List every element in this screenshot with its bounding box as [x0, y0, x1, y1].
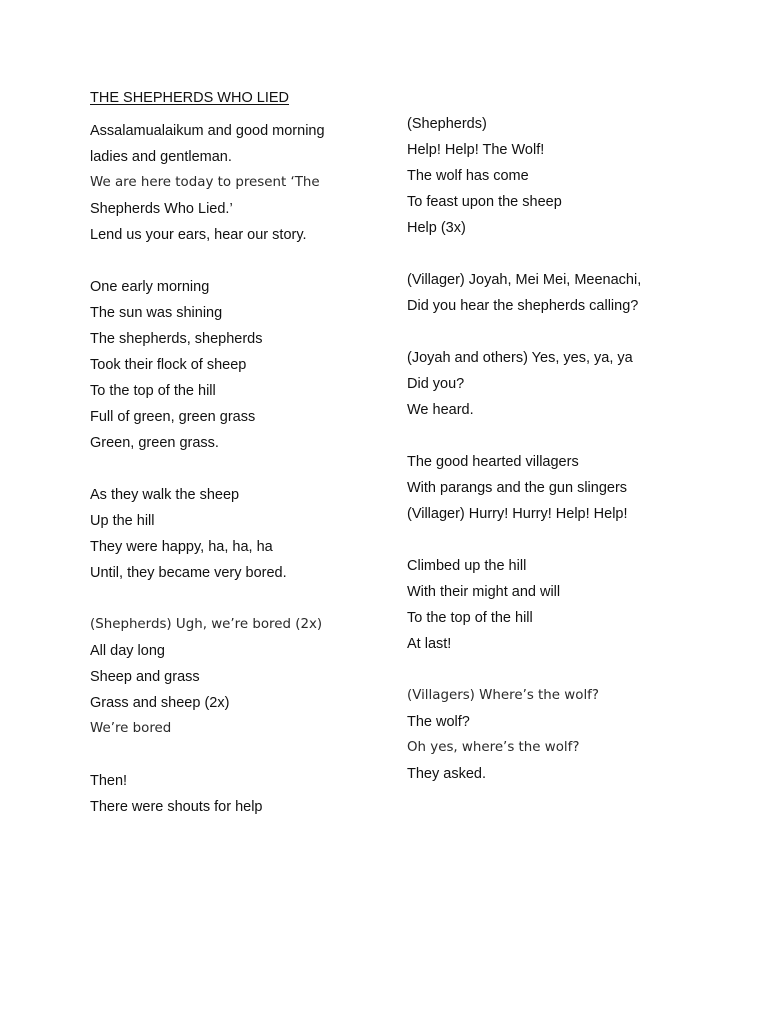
text-line: Sheep and grass	[90, 669, 200, 685]
blank-line	[90, 458, 325, 484]
text-line: (Joyah and others) Yes, yes, ya, ya	[407, 350, 633, 366]
blank-line	[407, 321, 641, 347]
text-line: The wolf?	[407, 714, 470, 730]
text-line: Until, they became very bored.	[90, 565, 287, 581]
text-line: They were happy, ha, ha, ha	[90, 539, 273, 555]
text-line: The good hearted villagers	[407, 454, 579, 470]
text-line: To feast upon the sheep	[407, 194, 562, 210]
text-line: They asked.	[407, 766, 486, 782]
text-line: Green, green grass.	[90, 435, 219, 451]
text-line: Up the hill	[90, 513, 155, 529]
blank-line	[407, 425, 641, 451]
text-line: Did you?	[407, 376, 465, 392]
text-line: We heard.	[407, 402, 474, 418]
text-line: As they walk the sheep	[90, 487, 240, 503]
text-line: To the top of the hill	[90, 383, 216, 399]
text-line: Oh yes, where’s the wolf?	[407, 740, 580, 755]
text-line: Help (3x)	[407, 220, 466, 236]
text-line: (Villager) Joyah, Mei Mei, Meenachi,	[407, 272, 642, 288]
text-line: (Shepherds) Ugh, we’re bored (2x)	[90, 617, 323, 632]
text-line: We are here today to present ‘The	[90, 175, 320, 190]
text-line: The shepherds, shepherds	[90, 331, 263, 347]
text-line: At last!	[407, 636, 452, 652]
text-line: Help! Help! The Wolf!	[407, 142, 545, 158]
text-line: One early morning	[90, 279, 210, 295]
blank-line	[90, 588, 325, 614]
blank-line	[407, 659, 641, 685]
text-line: The sun was shining	[90, 305, 223, 321]
text-line: With parangs and the gun slingers	[407, 480, 628, 496]
document-title: THE SHEPHERDS WHO LIED	[90, 90, 289, 106]
text-line: We’re bored	[90, 721, 172, 736]
right-column-lines	[407, 113, 641, 789]
blank-line	[407, 529, 641, 555]
text-line: (Villager) Hurry! Hurry! Help! Help!	[407, 506, 628, 522]
text-line: Then!	[90, 773, 128, 789]
text-line: Grass and sheep (2x)	[90, 695, 230, 711]
text-line: Climbed up the hill	[407, 558, 527, 574]
blank-line	[90, 744, 325, 770]
text-line: There were shouts for help	[90, 799, 263, 815]
text-line: Did you hear the shepherds calling?	[407, 298, 639, 314]
blank-line	[90, 250, 325, 276]
text-line: The wolf has come	[407, 168, 529, 184]
text-line: With their might and will	[407, 584, 561, 600]
text-line: (Shepherds)	[407, 116, 487, 132]
left-column-lines	[90, 120, 325, 822]
text-line: Full of green, green grass	[90, 409, 256, 425]
text-line: To the top of the hill	[407, 610, 533, 626]
text-line: Lend us your ears, hear our story.	[90, 227, 307, 243]
blank-line	[407, 243, 641, 269]
text-line: (Villagers) Where’s the wolf?	[407, 688, 599, 703]
text-line: Assalamualaikum and good morning	[90, 123, 325, 139]
text-line: All day long	[90, 643, 165, 659]
text-line: Shepherds Who Lied.’	[90, 201, 233, 217]
text-line: Took their flock of sheep	[90, 357, 247, 373]
text-line: ladies and gentleman.	[90, 149, 232, 165]
